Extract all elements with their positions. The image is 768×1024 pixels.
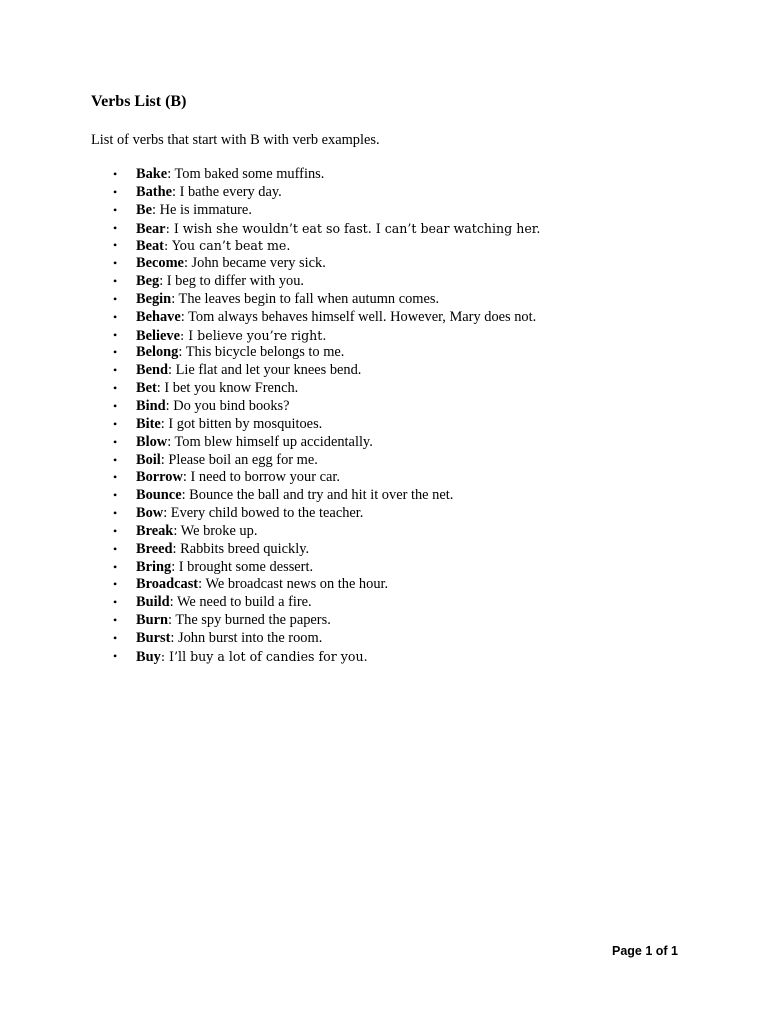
bullet-icon: • — [113, 416, 118, 431]
verb-term: Boil — [136, 451, 161, 468]
verb-example: : I got bitten by mosquitoes. — [160, 415, 323, 432]
bullet-icon: • — [113, 630, 118, 645]
verb-term: Build — [136, 594, 170, 611]
verb-term: Bind — [136, 397, 166, 414]
verb-example: : Do you bind books? — [165, 397, 290, 414]
verb-example: : Tom baked some muffins. — [167, 166, 325, 182]
verb-example: : Bounce the ball and try and hit it over the net. — [181, 487, 454, 504]
bullet-icon: • — [113, 541, 118, 556]
verb-term: Bake — [136, 166, 168, 182]
bullet-icon: • — [113, 488, 118, 503]
bullet-icon: • — [113, 184, 118, 199]
verb-term: Beat — [136, 238, 164, 255]
document-title: Verbs List (B) — [91, 93, 187, 110]
intro-text: List of verbs that start with B with verb examples. — [91, 132, 380, 148]
verb-example: : The spy burned the papers. — [168, 612, 331, 629]
list-item — [0, 612, 540, 630]
verb-example: : We broke up. — [173, 522, 258, 539]
bullet-icon: • — [113, 202, 118, 217]
bullet-icon: • — [113, 523, 118, 538]
verb-example: : I’ll buy a lot of candies for you. — [160, 648, 368, 664]
verb-term: Burn — [136, 612, 168, 629]
list-item — [0, 291, 540, 309]
bullet-icon: • — [113, 398, 118, 413]
bullet-icon: • — [113, 470, 118, 485]
bullet-icon: • — [113, 345, 118, 360]
verb-example: : John burst into the room. — [170, 629, 323, 646]
verb-example: : Tom always behaves himself well. However, Mary does not. — [180, 308, 537, 325]
verb-example: : We broadcast news on the hour. — [198, 576, 389, 593]
bullet-icon: • — [113, 309, 118, 324]
bullet-icon: • — [113, 577, 118, 592]
bullet-icon: • — [113, 167, 118, 181]
verb-term: Belong — [136, 344, 179, 361]
list-item — [0, 273, 540, 291]
verb-example: : I believe you’re right. — [179, 327, 327, 343]
verb-term: Believe — [136, 327, 180, 344]
verb-term: Be — [136, 201, 152, 218]
verb-example: : This bicycle belongs to me. — [178, 344, 345, 361]
bullet-icon: • — [113, 648, 118, 663]
bullet-icon: • — [113, 327, 118, 342]
verb-term: Buy — [136, 648, 161, 665]
list-item — [0, 237, 540, 255]
list-item — [0, 541, 540, 559]
verb-term: Burst — [136, 629, 171, 646]
verb-example: : Every child bowed to the teacher. — [163, 505, 364, 522]
page-number: Page 1 of 1 — [612, 944, 678, 958]
verb-term: Broadcast — [136, 576, 199, 593]
list-item — [0, 398, 540, 416]
verb-example: : Tom blew himself up accidentally. — [167, 433, 373, 450]
verb-term: Beg — [136, 273, 160, 290]
verb-term: Borrow — [136, 469, 183, 486]
verb-term: Bet — [136, 380, 157, 397]
list-item — [0, 469, 540, 487]
list-item — [0, 630, 540, 648]
bullet-icon: • — [113, 452, 118, 467]
verb-example: : John became very sick. — [183, 255, 326, 272]
verb-term: Become — [136, 255, 184, 272]
verb-term: Bend — [136, 362, 168, 379]
list-item — [0, 434, 540, 452]
list-item — [0, 523, 540, 541]
bullet-icon: • — [113, 613, 118, 628]
verb-term: Breed — [136, 540, 173, 557]
list-item — [0, 505, 540, 523]
bullet-icon: • — [113, 434, 118, 449]
list-item — [0, 220, 540, 238]
verb-example: : I wish she wouldn’t eat so fast. I can’t bear watching her. — [165, 220, 541, 236]
list-item — [0, 344, 540, 362]
verb-term: Bathe — [136, 183, 172, 200]
list-item — [0, 166, 540, 184]
bullet-icon: • — [113, 363, 118, 378]
bullet-icon: • — [113, 381, 118, 396]
list-item — [0, 487, 540, 505]
verb-example: : I beg to differ with you. — [159, 273, 305, 290]
list-item — [0, 416, 540, 434]
bullet-icon: • — [113, 256, 118, 271]
bullet-icon: • — [113, 595, 118, 610]
list-item — [0, 327, 540, 345]
bullet-icon: • — [113, 274, 118, 289]
verb-example: : I brought some dessert. — [171, 558, 314, 575]
verb-term: Break — [136, 522, 174, 539]
list-item — [0, 184, 540, 202]
bullet-icon: • — [113, 238, 118, 253]
verb-example: : I bet you know French. — [156, 380, 299, 397]
list-item — [0, 255, 540, 273]
verb-term: Bear — [136, 220, 166, 237]
verb-example: : I bathe every day. — [171, 183, 282, 200]
verb-example: : Rabbits breed quickly. — [172, 540, 310, 557]
bullet-icon: • — [113, 291, 118, 306]
list-item — [0, 202, 540, 220]
bullet-icon: • — [113, 506, 118, 521]
bullet-icon: • — [113, 559, 118, 574]
list-item — [0, 648, 540, 666]
verb-term: Bite — [136, 415, 161, 432]
verb-example: : The leaves begin to fall when autumn comes. — [171, 290, 440, 307]
verb-example: : I need to borrow your car. — [182, 469, 340, 486]
verb-list — [0, 166, 540, 666]
list-item — [0, 362, 540, 380]
list-item — [0, 559, 540, 577]
verb-term: Begin — [136, 290, 172, 307]
verb-term: Behave — [136, 308, 181, 325]
verb-term: Blow — [136, 433, 168, 450]
verb-term: Bring — [136, 558, 172, 575]
verb-example: : Lie flat and let your knees bend. — [168, 362, 362, 379]
verb-example: : He is immature. — [152, 201, 252, 218]
list-item — [0, 380, 540, 398]
list-item — [0, 309, 540, 327]
list-item — [0, 594, 540, 612]
list-item — [0, 452, 540, 470]
list-item — [0, 576, 540, 594]
verb-example: : We need to build a fire. — [169, 594, 312, 611]
verb-example: : You can’t beat me. — [163, 238, 291, 254]
verb-term: Bow — [136, 505, 164, 522]
verb-example: : Please boil an egg for me. — [160, 451, 318, 468]
bullet-icon: • — [113, 220, 118, 235]
verb-term: Bounce — [136, 487, 182, 504]
